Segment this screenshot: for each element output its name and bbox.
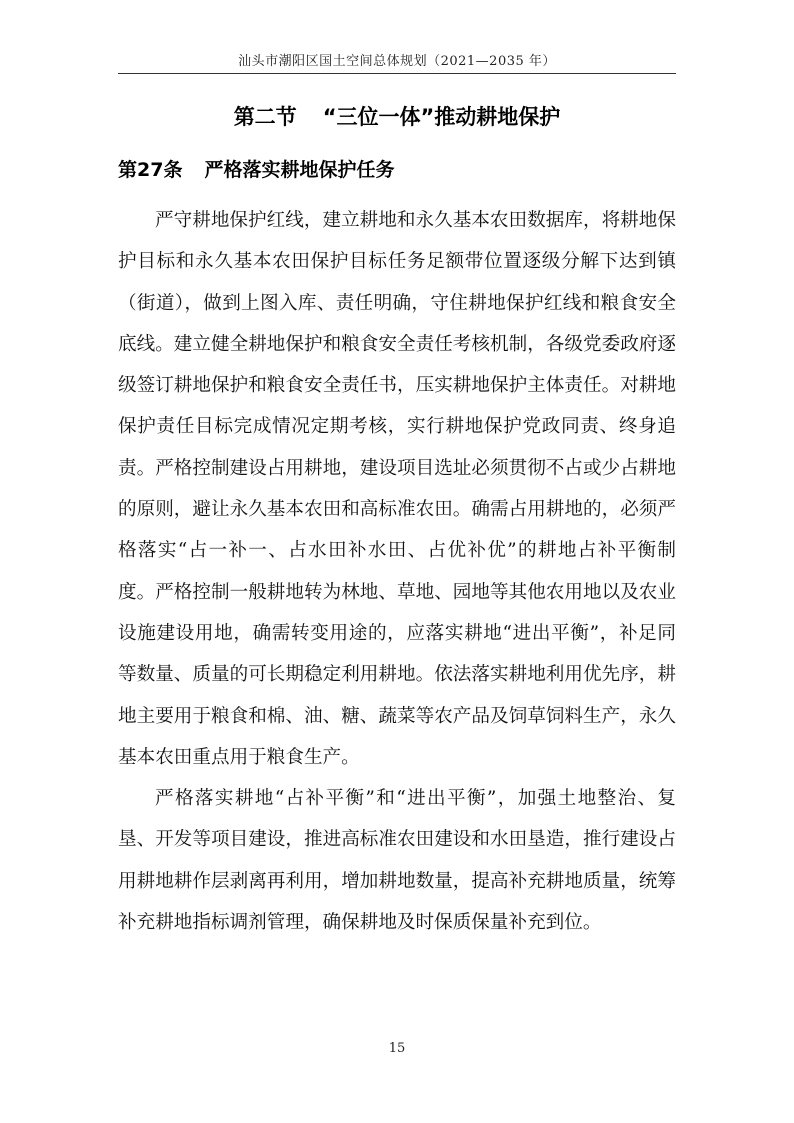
article-title: 严格落实耕地保护任务 <box>204 159 395 181</box>
article-heading <box>118 155 394 182</box>
running-header: 汕头市潮阳区国土空间总体规划（2021—2035 年） <box>238 54 556 69</box>
section-number: 第二节 <box>233 105 297 129</box>
body-paragraph: 严守耕地保护红线，建立耕地和永久基本农田数据库，将耕地保护目标和永久基本农田保护目标任务足额带位置逐级分解下达到镇（街道），做到上图入库、责任明确，守住耕地保护红线和粮食安全底线。建立健全耕地保护和粮食安全责任考核机制，各级党委政府逐级签订耕地保护和粮食安全责任书，压实耕地保护主体责任。对耕地保护责任目标完成情况定期考核，实行耕地保护党政同责、终身追责。严格控制建设占用耕地，建设项目选址必须贯彻不占或少占耕地的原则，避让永久基本农田和高标准农田。确需占用耕地的，必须严格落实“占一补一、占水田补水田、占优补优”的耕地占补平衡制度。严格控制一般耕地转为林地、草地、园地等其他农用地以及农业设施建设用地，确需转变用途的，应落实耕地“进出平衡”，补足同等数量、质量的可长期稳定利用耕地。依法落实耕地利用优先序，耕地主要用于粮食和棉、油、糖、蔬菜等农产品及饲草饲料生产，永久基本农田重点用于粮食生产。 <box>118 210 676 768</box>
section-title-text: “三位一体”推动耕地保护 <box>322 105 561 129</box>
page-number: 15 <box>388 1041 406 1056</box>
header-rule <box>118 73 676 74</box>
section-title <box>118 101 676 131</box>
article-body <box>118 200 676 943</box>
body-paragraph: 严格落实耕地“占补平衡”和“进出平衡”，加强土地整治、复垦、开发等项目建设，推进高标准农田建设和水田垦造，推行建设占用耕地耕作层剥离再利用，增加耕地数量，提高补充耕地质量，统筹补充耕地指标调剂管理，确保耕地及时保质保量补充到位。 <box>118 788 676 934</box>
article-number: 第27条 <box>118 159 183 181</box>
